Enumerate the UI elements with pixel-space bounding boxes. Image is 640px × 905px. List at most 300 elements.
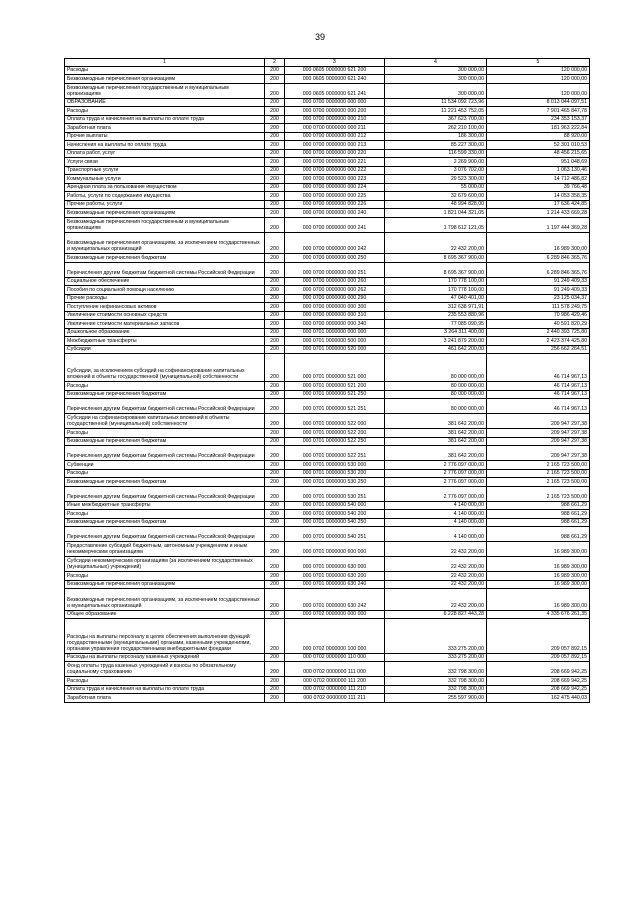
row-approved: 381 642 200,00 <box>385 414 487 429</box>
row-executed: 48 456 215,65 <box>487 149 590 158</box>
row-code: 200 <box>265 446 285 461</box>
row-code: 200 <box>265 311 285 320</box>
row-approved: 2 776 097 000,00 <box>385 486 487 501</box>
row-kbk: 000 0700 0000000 000 222 <box>285 166 385 175</box>
table-row <box>65 294 590 303</box>
row-kbk: 000 0700 0000000 000 240 <box>285 209 385 218</box>
column-header-3: 3 <box>285 59 385 67</box>
row-name: Безвозмездные перечисления бюджетам <box>65 254 265 263</box>
row-name: Расходы <box>65 382 265 391</box>
row-approved: 2 776 097 000,00 <box>385 469 487 478</box>
row-name: Начисления на выплаты по оплате труда <box>65 141 265 150</box>
row-name: Перечисления другим бюджетам бюджетной системы Российской Федерации <box>65 527 265 542</box>
row-kbk: 000 0701 0000000 522 000 <box>285 414 385 429</box>
table-row <box>65 217 590 232</box>
row-approved: 3 076 702,00 <box>385 166 487 175</box>
row-approved: 332 798 300,00 <box>385 685 487 694</box>
row-name: Поступление нефинансовых активов <box>65 303 265 312</box>
row-name: Расходы <box>65 107 265 116</box>
table-row <box>65 580 590 589</box>
table-row <box>65 192 590 201</box>
row-kbk: 000 0700 0000000 000 242 <box>285 232 385 254</box>
row-name: Безвозмездные перечисления бюджетам <box>65 390 265 399</box>
row-name: Расходы на выплаты персоналу казенных учреждений <box>65 653 265 662</box>
row-name: Оплата труда и начисления на выплаты по оплате труда <box>65 685 265 694</box>
table-row <box>65 382 590 391</box>
row-executed: 16 989 300,00 <box>487 589 590 611</box>
row-kbk: 000 0701 0000000 630 242 <box>285 589 385 611</box>
row-executed: 46 714 967,13 <box>487 399 590 414</box>
row-kbk: 000 0605 0000000 621 241 <box>285 83 385 98</box>
table-row <box>65 115 590 124</box>
row-name: Субсидии <box>65 345 265 354</box>
table-row <box>65 399 590 414</box>
row-kbk: 000 0702 0000000 111 210 <box>285 685 385 694</box>
row-executed: 208 669 942,25 <box>487 677 590 686</box>
row-name: Пособия по социальной помощи населению <box>65 286 265 295</box>
row-kbk: 000 0700 0000000 000 220 <box>285 149 385 158</box>
row-code: 200 <box>265 580 285 589</box>
row-code: 200 <box>265 337 285 346</box>
row-name: Субсидии, за исключением субсидий на софинансирование капитальных вложений в объекты государственной (муниципальной) собственности <box>65 354 265 382</box>
row-code: 200 <box>265 486 285 501</box>
row-name: Безвозмездные перечисления государственным и муниципальным организациям <box>65 217 265 232</box>
table-row <box>65 166 590 175</box>
row-approved: 300 000,00 <box>385 75 487 84</box>
row-kbk: 000 0701 0000000 521 251 <box>285 399 385 414</box>
row-executed: 7 901 465 847,78 <box>487 107 590 116</box>
table-row <box>65 254 590 263</box>
row-approved: 332 798 300,00 <box>385 662 487 677</box>
row-code: 200 <box>265 694 285 703</box>
row-name: Безвозмездные перечисления бюджетам <box>65 518 265 527</box>
row-kbk: 000 0700 0000000 000 211 <box>285 124 385 133</box>
row-executed: 120 000,00 <box>487 75 590 84</box>
row-kbk: 000 0700 0000000 000 224 <box>285 183 385 192</box>
row-executed: 209 947 297,38 <box>487 414 590 429</box>
row-kbk: 000 0702 0000000 111 200 <box>285 677 385 686</box>
row-executed: 16 989 300,00 <box>487 572 590 581</box>
row-name: Оплата труда и начисления на выплаты по оплате труда <box>65 115 265 124</box>
row-name: Оплата работ, услуг <box>65 149 265 158</box>
row-executed: 988 661,29 <box>487 527 590 542</box>
row-approved: 170 778 100,00 <box>385 286 487 295</box>
row-approved: 381 642 200,00 <box>385 446 487 461</box>
row-kbk: 000 0701 0000000 521 000 <box>285 354 385 382</box>
row-executed: 988 661,29 <box>487 501 590 510</box>
row-code: 200 <box>265 98 285 107</box>
table-row <box>65 478 590 487</box>
row-kbk: 000 0701 0000000 600 000 <box>285 542 385 557</box>
row-code: 200 <box>265 75 285 84</box>
row-kbk: 000 0701 0000000 522 250 <box>285 437 385 446</box>
row-code: 200 <box>265 192 285 201</box>
row-approved: 333 275 200,00 <box>385 619 487 654</box>
row-executed: 120 000,00 <box>487 66 590 75</box>
table-row <box>65 429 590 438</box>
table-header-row <box>65 59 590 67</box>
row-code: 200 <box>265 510 285 519</box>
row-approved: 1 821 044 321,05 <box>385 209 487 218</box>
row-name: Безвозмездные перечисления организациям <box>65 209 265 218</box>
table-row <box>65 461 590 470</box>
row-executed: 6 289 846 365,76 <box>487 262 590 277</box>
row-executed: 256 662 264,51 <box>487 345 590 354</box>
table-row <box>65 557 590 572</box>
row-approved: 262 210 100,00 <box>385 124 487 133</box>
row-executed: 120 000,00 <box>487 83 590 98</box>
row-approved: 22 432 200,00 <box>385 542 487 557</box>
row-kbk: 000 0701 0000000 521 250 <box>285 390 385 399</box>
table-row <box>65 662 590 677</box>
table-row <box>65 132 590 141</box>
row-approved: 22 432 200,00 <box>385 572 487 581</box>
row-kbk: 000 0701 0000000 521 200 <box>285 382 385 391</box>
column-header-1: 1 <box>65 59 265 67</box>
row-approved: 381 642 200,00 <box>385 437 487 446</box>
row-executed: 52 301 010,53 <box>487 141 590 150</box>
table-row <box>65 98 590 107</box>
table-row <box>65 303 590 312</box>
row-code: 200 <box>265 232 285 254</box>
row-kbk: 000 0700 0000000 000 241 <box>285 217 385 232</box>
row-executed: 4 335 676 261,35 <box>487 610 590 619</box>
row-kbk: 000 0700 0000000 000 340 <box>285 320 385 329</box>
row-approved: 80 000 000,00 <box>385 390 487 399</box>
row-kbk: 000 0700 0000000 000 310 <box>285 311 385 320</box>
row-name: Расходы <box>65 510 265 519</box>
row-code: 200 <box>265 132 285 141</box>
row-approved: 8 695 367 900,00 <box>385 262 487 277</box>
row-executed: 2 440 393 725,80 <box>487 328 590 337</box>
row-executed: 988 661,29 <box>487 518 590 527</box>
row-executed: 40 591 820,29 <box>487 320 590 329</box>
row-code: 200 <box>265 66 285 75</box>
row-approved: 170 778 100,00 <box>385 277 487 286</box>
row-kbk: 000 0701 0000000 522 251 <box>285 446 385 461</box>
row-approved: 2 776 097 000,00 <box>385 478 487 487</box>
row-code: 200 <box>265 429 285 438</box>
row-kbk: 000 0700 0000000 000 210 <box>285 115 385 124</box>
row-approved: 312 638 971,91 <box>385 303 487 312</box>
column-header-5: 5 <box>487 59 590 67</box>
row-name: Дошкольное образование <box>65 328 265 337</box>
row-approved: 77 085 090,95 <box>385 320 487 329</box>
row-approved: 1 798 612 121,05 <box>385 217 487 232</box>
row-name: Прочие расходы <box>65 294 265 303</box>
row-code: 200 <box>265 200 285 209</box>
table-row <box>65 183 590 192</box>
row-code: 200 <box>265 382 285 391</box>
table-row <box>65 589 590 611</box>
row-approved: 6 228 827 443,28 <box>385 610 487 619</box>
row-code: 200 <box>265 478 285 487</box>
row-name: Коммунальные услуги <box>65 175 265 184</box>
row-code: 200 <box>265 619 285 654</box>
table-row <box>65 572 590 581</box>
row-name: Безвозмездные перечисления организациям, за исключением государственных и муниципальных организаций <box>65 589 265 611</box>
row-code: 200 <box>265 354 285 382</box>
row-executed: 1 214 433 669,28 <box>487 209 590 218</box>
row-executed: 209 947 297,38 <box>487 437 590 446</box>
row-approved: 80 000 000,00 <box>385 354 487 382</box>
row-name: Безвозмездные перечисления организациям <box>65 580 265 589</box>
row-approved: 116 599 330,00 <box>385 149 487 158</box>
table-row <box>65 469 590 478</box>
row-name: Безвозмездные перечисления организациям, за исключением государственных и муниципальных организаций <box>65 232 265 254</box>
row-name: Безвозмездные перечисления государственным и муниципальным организациям <box>65 83 265 98</box>
table-row <box>65 685 590 694</box>
row-kbk: 000 0701 0000000 540 250 <box>285 518 385 527</box>
row-name: Перечисления другим бюджетам бюджетной системы Российской Федерации <box>65 486 265 501</box>
row-kbk: 000 0700 0000000 000 223 <box>285 175 385 184</box>
row-name: Перечисления другим бюджетам бюджетной системы Российской Федерации <box>65 262 265 277</box>
row-name: Увеличение стоимости основных средств <box>65 311 265 320</box>
row-code: 200 <box>265 262 285 277</box>
row-kbk: 000 0701 0000000 630 200 <box>285 572 385 581</box>
row-approved: 3 264 311 400,00 <box>385 328 487 337</box>
row-executed: 2 165 723 500,00 <box>487 469 590 478</box>
row-code: 200 <box>265 414 285 429</box>
table-row <box>65 107 590 116</box>
row-code: 200 <box>265 610 285 619</box>
row-name: Межбюджетные трансферты <box>65 337 265 346</box>
row-name: Предоставление субсидий бюджетным, автономным учреждениям и иным некоммерческим организациям <box>65 542 265 557</box>
row-code: 200 <box>265 115 285 124</box>
row-kbk: 000 0700 0000000 000 212 <box>285 132 385 141</box>
table-row <box>65 286 590 295</box>
row-code: 200 <box>265 345 285 354</box>
row-code: 200 <box>265 217 285 232</box>
row-approved: 22 432 200,00 <box>385 580 487 589</box>
row-approved: 332 798 300,00 <box>385 677 487 686</box>
row-executed: 2 165 723 500,00 <box>487 461 590 470</box>
row-name: Субсидии некоммерческим организациям (за исключением государственных (муниципальных) учреждений) <box>65 557 265 572</box>
table-row <box>65 83 590 98</box>
row-kbk: 000 0701 0000000 540 000 <box>285 501 385 510</box>
row-executed: 209 947 297,38 <box>487 446 590 461</box>
row-name: Общее образование <box>65 610 265 619</box>
table-row <box>65 337 590 346</box>
row-approved: 300 000,00 <box>385 83 487 98</box>
row-name: Субвенции <box>65 461 265 470</box>
row-name: Фонд оплаты труда казенных учреждений и взносы по обязательному социальному страхованию <box>65 662 265 677</box>
table-row <box>65 124 590 133</box>
row-code: 200 <box>265 149 285 158</box>
row-executed: 208 669 942,25 <box>487 685 590 694</box>
table-row <box>65 527 590 542</box>
row-code: 200 <box>265 677 285 686</box>
row-kbk: 000 0701 0000000 000 000 <box>285 328 385 337</box>
row-kbk: 000 0700 0000000 000 000 <box>285 98 385 107</box>
row-kbk: 000 0701 0000000 530 200 <box>285 469 385 478</box>
row-executed: 988 661,29 <box>487 510 590 519</box>
row-approved: 4 140 000,00 <box>385 518 487 527</box>
row-code: 200 <box>265 469 285 478</box>
table-row <box>65 653 590 662</box>
row-name: Безвозмездные перечисления организациям <box>65 75 265 84</box>
row-executed: 91 249 409,33 <box>487 286 590 295</box>
row-executed: 46 714 967,13 <box>487 382 590 391</box>
row-approved: 186 300,00 <box>385 132 487 141</box>
row-approved: 235 553 880,96 <box>385 311 487 320</box>
row-executed: 46 714 967,13 <box>487 390 590 399</box>
table-row <box>65 486 590 501</box>
row-name: ОБРАЗОВАНИЕ <box>65 98 265 107</box>
row-executed: 2 165 723 500,00 <box>487 478 590 487</box>
row-name: Услуги связи <box>65 158 265 167</box>
table-row <box>65 694 590 703</box>
table-row <box>65 149 590 158</box>
row-code: 200 <box>265 209 285 218</box>
row-name: Расходы <box>65 572 265 581</box>
row-approved: 4 140 000,00 <box>385 510 487 519</box>
table-row <box>65 209 590 218</box>
row-name: Работы, услуги по содержанию имущества <box>65 192 265 201</box>
row-approved: 461 642 200,00 <box>385 345 487 354</box>
row-executed: 16 989 300,00 <box>487 580 590 589</box>
row-code: 200 <box>265 542 285 557</box>
row-code: 200 <box>265 685 285 694</box>
row-code: 200 <box>265 557 285 572</box>
row-approved: 333 275 200,00 <box>385 653 487 662</box>
row-kbk: 000 0701 0000000 530 251 <box>285 486 385 501</box>
row-executed: 162 475 440,03 <box>487 694 590 703</box>
row-kbk: 000 0700 0000000 000 262 <box>285 286 385 295</box>
row-name: Увеличение стоимости материальных запасов <box>65 320 265 329</box>
row-code: 200 <box>265 399 285 414</box>
table-row <box>65 510 590 519</box>
row-kbk: 000 0701 0000000 540 200 <box>285 510 385 519</box>
row-name: Арендная плата за пользование имуществом <box>65 183 265 192</box>
row-kbk: 000 0701 0000000 522 200 <box>285 429 385 438</box>
row-name: Прочие работы, услуги <box>65 200 265 209</box>
row-code: 200 <box>265 166 285 175</box>
row-approved: 22 432 200,00 <box>385 589 487 611</box>
table-row <box>65 277 590 286</box>
row-executed: 70 986 429,46 <box>487 311 590 320</box>
row-kbk: 000 0701 0000000 630 240 <box>285 580 385 589</box>
row-code: 200 <box>265 141 285 150</box>
row-name: Заработная плата <box>65 694 265 703</box>
row-kbk: 000 0702 0000000 000 000 <box>285 610 385 619</box>
row-kbk: 000 0700 0000000 000 200 <box>285 107 385 116</box>
row-approved: 48 994 828,00 <box>385 200 487 209</box>
row-kbk: 000 0605 0000000 621 200 <box>285 66 385 75</box>
row-name: Перечисления другим бюджетам бюджетной системы Российской Федерации <box>65 399 265 414</box>
table-row <box>65 610 590 619</box>
row-approved: 2 776 097 000,00 <box>385 461 487 470</box>
row-executed: 209 057 892,15 <box>487 653 590 662</box>
column-header-2: 2 <box>265 59 285 67</box>
table-row <box>65 141 590 150</box>
row-executed: 951 048,69 <box>487 158 590 167</box>
row-name: Расходы <box>65 677 265 686</box>
row-kbk: 000 0700 0000000 000 250 <box>285 254 385 263</box>
row-kbk: 000 0700 0000000 000 213 <box>285 141 385 150</box>
row-approved: 11 534 092 723,96 <box>385 98 487 107</box>
table-row <box>65 66 590 75</box>
row-kbk: 000 0701 0000000 500 000 <box>285 337 385 346</box>
row-kbk: 000 0700 0000000 000 226 <box>285 200 385 209</box>
table-row <box>65 414 590 429</box>
row-code: 200 <box>265 589 285 611</box>
row-code: 200 <box>265 437 285 446</box>
row-name: Прочие выплаты <box>65 132 265 141</box>
row-code: 200 <box>265 175 285 184</box>
row-executed: 209 057 892,15 <box>487 619 590 654</box>
row-kbk: 000 0605 0000000 621 240 <box>285 75 385 84</box>
row-executed: 1 063 130,46 <box>487 166 590 175</box>
budget-table <box>64 58 590 703</box>
row-code: 200 <box>265 286 285 295</box>
row-code: 200 <box>265 390 285 399</box>
row-kbk: 000 0700 0000000 000 300 <box>285 303 385 312</box>
table-row <box>65 75 590 84</box>
row-kbk: 000 0701 0000000 540 251 <box>285 527 385 542</box>
row-approved: 3 241 879 200,00 <box>385 337 487 346</box>
row-executed: 2 165 723 500,00 <box>487 486 590 501</box>
table-row <box>65 446 590 461</box>
row-kbk: 000 0702 0000000 111 000 <box>285 662 385 677</box>
table-row <box>65 311 590 320</box>
table-row <box>65 328 590 337</box>
row-kbk: 000 0700 0000000 000 290 <box>285 294 385 303</box>
row-approved: 255 597 900,00 <box>385 694 487 703</box>
row-code: 200 <box>265 320 285 329</box>
row-code: 200 <box>265 107 285 116</box>
row-approved: 85 227 300,00 <box>385 141 487 150</box>
row-executed: 16 989 300,00 <box>487 232 590 254</box>
table-row <box>65 501 590 510</box>
row-executed: 23 125 034,37 <box>487 294 590 303</box>
row-kbk: 000 0701 0000000 630 000 <box>285 557 385 572</box>
row-name: Расходы на выплаты персоналу в целях обеспечения выполнения функций государственными (муниципальными) органами, казенными учреждениями, органами управления государственными внебюджетными фондами <box>65 619 265 654</box>
row-executed: 88 920,00 <box>487 132 590 141</box>
row-code: 200 <box>265 653 285 662</box>
row-approved: 300 000,00 <box>385 66 487 75</box>
row-code: 200 <box>265 303 285 312</box>
row-approved: 8 695 367 900,00 <box>385 254 487 263</box>
table-row <box>65 232 590 254</box>
table-row <box>65 200 590 209</box>
row-approved: 47 040 401,00 <box>385 294 487 303</box>
row-kbk: 000 0700 0000000 000 251 <box>285 262 385 277</box>
row-executed: 1 197 444 369,28 <box>487 217 590 232</box>
row-kbk: 000 0700 0000000 000 225 <box>285 192 385 201</box>
row-executed: 39 766,48 <box>487 183 590 192</box>
row-code: 200 <box>265 124 285 133</box>
row-executed: 46 714 967,13 <box>487 354 590 382</box>
row-executed: 234 353 153,37 <box>487 115 590 124</box>
row-executed: 208 669 942,25 <box>487 662 590 677</box>
row-name: Иные межбюджетные трансферты <box>65 501 265 510</box>
row-approved: 2 269 900,00 <box>385 158 487 167</box>
table-row <box>65 354 590 382</box>
row-code: 200 <box>265 518 285 527</box>
row-executed: 6 289 846 365,76 <box>487 254 590 263</box>
row-name: Субсидии на софинансирование капитальных вложений в объекты государственной (муниципальной) собственности <box>65 414 265 429</box>
table-row <box>65 320 590 329</box>
row-code: 200 <box>265 501 285 510</box>
row-approved: 4 140 000,00 <box>385 527 487 542</box>
table-row <box>65 345 590 354</box>
row-name: Безвозмездные перечисления бюджетам <box>65 437 265 446</box>
row-code: 200 <box>265 461 285 470</box>
row-approved: 22 432 200,00 <box>385 232 487 254</box>
row-kbk: 000 0700 0000000 000 221 <box>285 158 385 167</box>
row-approved: 80 000 000,00 <box>385 399 487 414</box>
